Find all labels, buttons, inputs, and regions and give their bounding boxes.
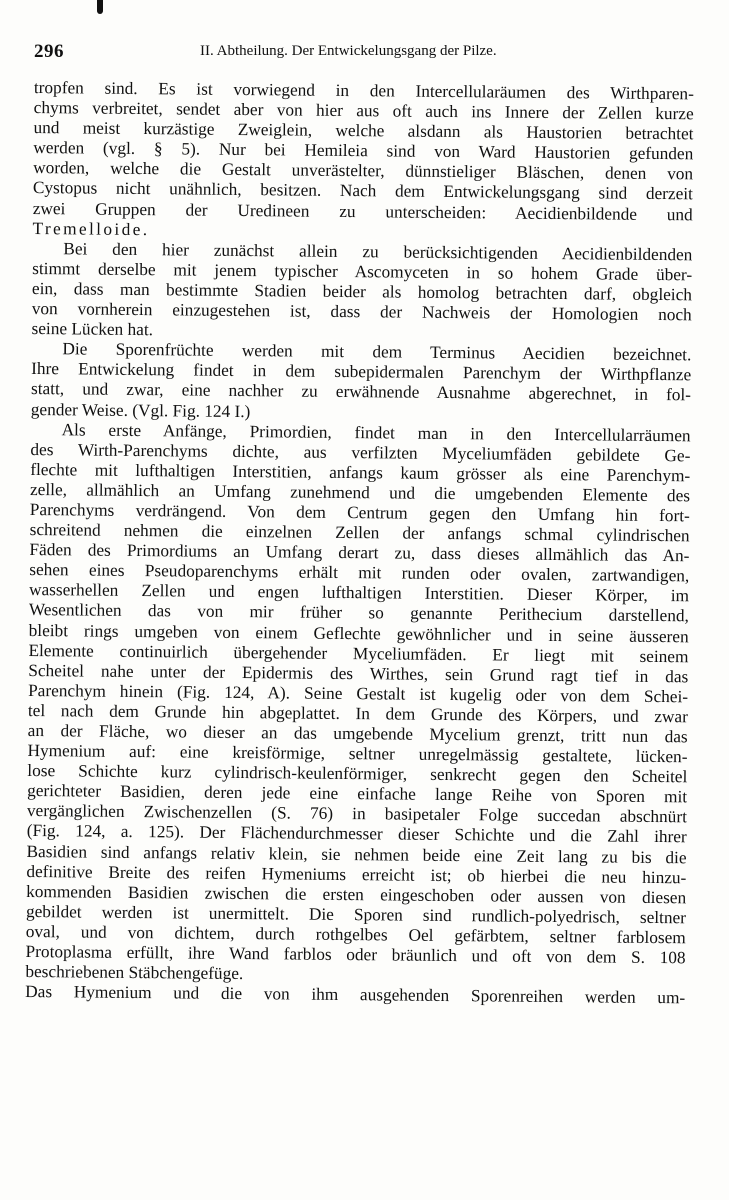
text-line: Das Hymenium und die von ihm ausgehenden Sporenreihen werden um-: [25, 982, 686, 1008]
text-line: tropfen sind. Es ist vorwiegend in den Intercellularäumen des Wirthparen-: [33, 78, 694, 104]
ink-mark: [97, 0, 103, 14]
text-line: Cystopus nicht unähnlich, besitzen. Nach dem Entwickelungsgang sind derzeit: [32, 178, 694, 204]
text-line: Scheitel nahe unter der Epidermis des Wirthes, sein Grund ragt tief in das: [28, 660, 689, 687]
text-line: wasserhellen Zellen und engen lufthaltigen Interstitien. Dieser Körper, im: [28, 580, 690, 606]
text-line: Bei den hier zunächst allein zu berücksichtigenden Aecidienbildenden: [63, 239, 693, 265]
text-line: stimmt derselbe mit jenem typischer Ascomyceten in so hohem Grade über-: [32, 258, 693, 285]
text-line: Als erste Anfänge, Primordien, findet man in den Intercellularräumen: [61, 419, 691, 445]
text-line: ein, dass man bestimmte Stadien beider als homolog betrachten darf, obgleich: [31, 278, 693, 305]
text-line: Ihre Entwickelung findet in dem subepidermalen Parenchym der Wirthpflanze: [31, 359, 692, 385]
text-line: lose Schichte kurz cylindrisch-keulenförmiger, senkrecht gegen den Scheitel: [27, 761, 688, 787]
running-head-title: II. Abtheilung. Der Entwickelungsgang der Pilze.: [200, 43, 497, 59]
text-line: Protoplasma erfüllt, ihre Wand farblos oder bräunlich und oft von dem S. 108: [25, 941, 686, 968]
text-line: und meist kurzästige Zweiglein, welche alsdann als Haustorien betrachtet: [33, 118, 694, 144]
text-line: Wesentlichen das von mir früher so genannte Perithecium darstellend,: [28, 600, 689, 626]
text-line: gerichteter Basidien, deren jede eine einfache lange Reihe von Sporen mit: [27, 781, 688, 807]
text-line: an der Fläche, wo dieser an das umgebende Mycelium grenzt, tritt nun das: [27, 720, 688, 747]
text-line: flechte mit lufthaltigen Interstitien, anfangs kaum grösser als eine Parenchym-: [30, 459, 691, 486]
page-number: 296: [34, 41, 64, 62]
text-line: Hymenium auf: eine kreisförmige, seltner unregelmässig gestaltete, lücken-: [27, 741, 688, 767]
text-line: Parenchym hinein (Fig. 124, A). Seine Gestalt ist kugelig oder von dem Schei-: [28, 680, 689, 707]
text-line: schreitend nehmen die einzelnen Zellen der anfangs schmal cylindrischen: [29, 520, 690, 546]
text-line: zwei Gruppen der Uredineen zu unterscheiden: Aecidienbildende und: [32, 198, 693, 224]
text-line: seine Lücken hat.: [31, 319, 154, 340]
text-line: bleibt rings umgeben von einem Geflechte gewöhnlicher und in seine äusseren: [28, 620, 689, 646]
text-line: tel nach dem Grunde hin abgeplattet. In dem Grunde des Körpers, und zwar: [27, 700, 688, 727]
text-line: definitive Breite des reifen Hymeniums erreicht ist; ob hierbei die neu hinzu-: [26, 861, 687, 887]
text-line: beschriebenen Stäbchengefüge.: [25, 962, 244, 984]
text-line: gebildet werden ist unermittelt. Die Sporen sind rundlich-polyedrisch, seltner: [25, 901, 687, 928]
text-line: Fäden des Primordiums an Umfang derart zu, dass dieses allmählich das An-: [29, 540, 690, 566]
text-line: von vornherein einzugestehen ist, dass der Nachweis der Homologien noch: [31, 299, 692, 325]
text-line: Basidien sind anfangs relativ klein, sie nehmen beide eine Zeit lang zu bis die: [26, 841, 687, 867]
text-line: des Wirth-Parenchyms dichte, aus verfilzten Myceliumfäden gebildete Ge-: [30, 439, 691, 466]
text-line: worden, welche die Gestalt unverästelter, dünnstieliger Bläschen, denen von: [33, 158, 694, 184]
text-line: Parenchyms verdrängend. Von dem Centrum gegen den Umfang hin fort-: [29, 499, 690, 526]
text-line: oval, und von dichtem, durch rothgelbes Oel gefärbtem, seltner farblosem: [25, 921, 686, 948]
running-head: [34, 41, 694, 65]
text-line: sehen eines Pseudoparenchyms erhält mit runden oder ovalen, zartwandigen,: [29, 560, 690, 586]
text-line: vergänglichen Zwischenzellen (S. 76) in basipetaler Folge succedan abschnürt: [26, 801, 688, 827]
text-line: werden (vgl. § 5). Nur bei Hemileia sind von Ward Haustorien gefunden: [33, 138, 694, 164]
body-text: [25, 78, 694, 1009]
text-line: Die Sporenfrüchte werden mit dem Terminus Aecidien bezeichnet.: [62, 339, 692, 365]
text-line: Elemente continuirlich übergehender Myceliumfäden. Er liegt mit seinem: [28, 640, 689, 666]
text-line: zelle, allmählich an Umfang zunehmend und die umgebenden Elemente des: [29, 479, 691, 506]
text-line: gender Weise. (Vgl. Fig. 124 I.): [30, 399, 251, 421]
text-line: (Fig. 124, a. 125). Der Flächendurchmesser dieser Schichte und die Zahl ihrer: [26, 821, 687, 847]
text-line: kommenden Basidien zwischen die ersten eingeschoben oder aussen von diesen: [26, 881, 687, 908]
text-line: Tremelloide.: [32, 218, 150, 239]
text-line: chyms verbreitet, sendet aber von hier aus oft auch ins Innere der Zellen kurze: [33, 98, 694, 124]
text-line: statt, und zwar, eine nachher zu erwähnende Ausnahme abgerechnet, in fol-: [30, 379, 692, 405]
